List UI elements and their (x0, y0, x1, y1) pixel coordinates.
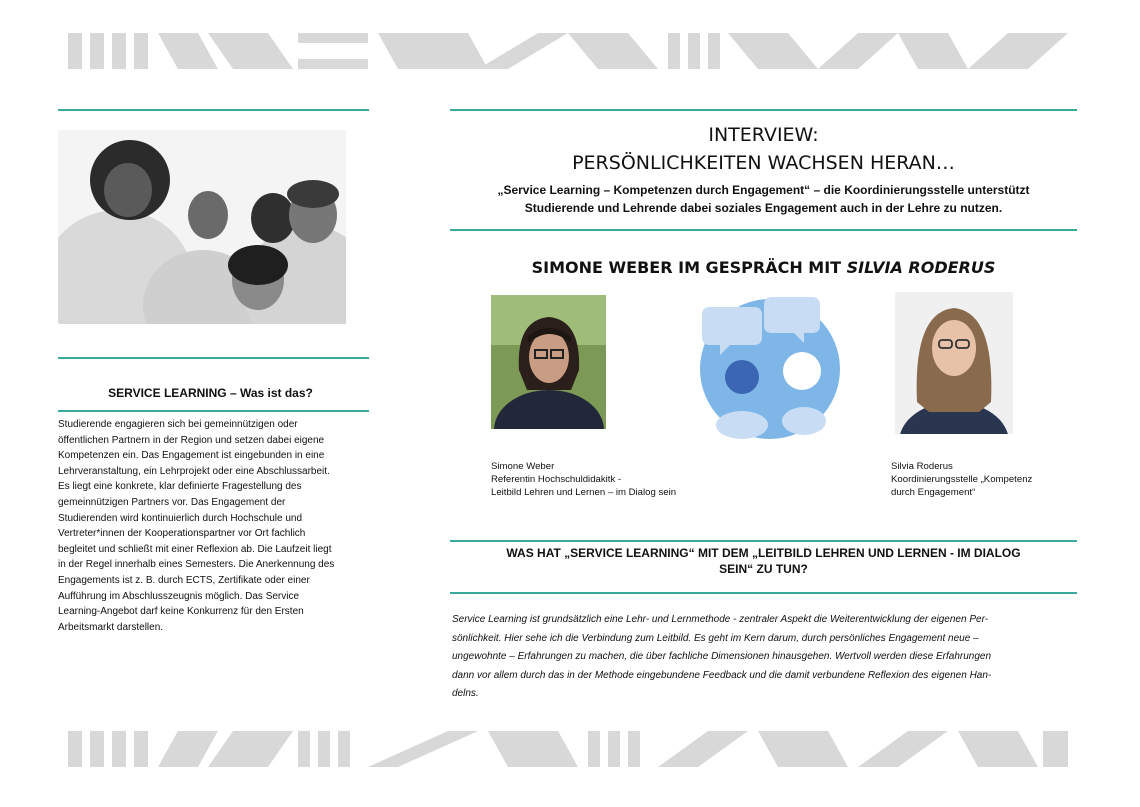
sidebar-body-line: Arbeitsmarkt darstellen. (58, 621, 164, 633)
sidebar-body-line: Engagements ist z. B. durch ECTS, Zertifikate oder einer (58, 574, 310, 586)
sidebar-heading (58, 386, 363, 400)
sidebar-body-line: öffentlichen Partnern in der Region und setzen dabei eigene (58, 434, 325, 446)
caption-simone-role2: Leitbild Lehren und Lernen – im Dialog sein (491, 487, 677, 499)
sidebar-top-rule (58, 109, 369, 111)
caption-silvia-name: Silvia Roderus (891, 461, 953, 472)
conversation-heading (450, 258, 1077, 277)
answer-line: Service Learning ist grundsätzlich eine Lehr- und Lernmethode - zentraler Aspekt die Weiterentwicklung der eigenen Per- (452, 614, 989, 625)
sidebar-body-line: Learning-Angebot darf keine Konkurrenz für den Ersten (58, 606, 304, 618)
sidebar-heading-rest: – Was ist das? (226, 386, 313, 400)
caption-simone-name: Simone Weber (491, 461, 555, 472)
caption-silvia (891, 460, 1071, 500)
page-title-line1: INTERVIEW: (708, 124, 819, 146)
answer-line: sönlichkeit. Hier sehe ich die Verbindung zum Leitbild. Es geht im Kern darum, durch persönliches Engagement neue – (452, 632, 979, 644)
page-subtitle-line1: „Service Learning – Kompetenzen durch Engagement“ – die Koordinierungsstelle unterstützt (497, 183, 1030, 197)
question-line1: WAS HAT „SERVICE LEARNING“ MIT DEM „LEITBILD LEHREN UND LERNEN - IM DIALOG (506, 546, 1021, 560)
page-subtitle-line2: Studierende und Lehrende dabei soziales Engagement auch in der Lehre zu nutzen. (524, 201, 1003, 215)
sidebar-heading-rule (58, 410, 369, 412)
sidebar-body-line: begleitet und schließt mit einer Reflexion ab. Die Laufzeit liegt (58, 543, 332, 555)
conversation-name: SILVIA RODERUS (846, 258, 996, 277)
question-line2: SEIN“ ZU TUN? (719, 562, 808, 576)
page-title-line2: PERSÖNLICHKEITEN WACHSEN HERAN… (572, 152, 955, 174)
answer-line: delns. (452, 688, 479, 699)
interview-answer (452, 611, 1076, 704)
sidebar-heading-bold: SERVICE LEARNING (108, 386, 227, 400)
sidebar-body-line: Studierende engagieren sich bei gemeinnützigen oder (58, 419, 298, 430)
page-title (450, 121, 1077, 177)
sidebar-body-line: Studierenden wird kontinuierlich durch Hochschule und (58, 512, 303, 524)
portrait-silvia-roderus (895, 292, 1013, 434)
sidebar-body (58, 417, 368, 635)
answer-line: ungewohnte – Erfahrungen zu machen, die über fachliche Dimensionen hinausgehen. Wertvoll werden diese Erfahrungen (452, 651, 992, 662)
sidebar-body-line: in der Regel innerhalb eines Semesters. Die Anerkennung des (58, 559, 335, 571)
sidebar-body-line: Kompetenzen ein. Das Engagement ist eingebunden in eine (58, 450, 325, 462)
top-stripe-band (68, 33, 1068, 69)
sidebar-body-line: Es liegt eine konkrete, klar definierte Fragestellung des (58, 481, 302, 493)
question-bottom-rule (450, 592, 1077, 594)
caption-silvia-role1: Koordinierungsstelle „Kompetenz (891, 474, 1033, 486)
main-top-rule (450, 109, 1077, 111)
sidebar-body-line: Aufführung im Abschlusszeugnis möglich. Das Service (58, 590, 300, 602)
page-subtitle (450, 181, 1077, 217)
dialog-circle-illustration (692, 293, 848, 443)
portrait-simone-weber (491, 295, 606, 429)
question-top-rule (450, 540, 1077, 542)
answer-line: dann vor allem durch das in der Methode eingebundene Feedback und die damit verbundene Reflexion des eigenen Han- (452, 669, 992, 681)
sidebar-body-line: Lehrveranstaltung, ein Lehrprojekt oder eine Abschlussarbeit. (58, 465, 330, 477)
caption-simone (491, 460, 711, 500)
caption-simone-role1: Referentin Hochschuldidakitk - (491, 474, 622, 486)
caption-silvia-role2: durch Engagement“ (891, 487, 976, 499)
bottom-stripe-band (68, 731, 1068, 767)
subtitle-bottom-rule (450, 229, 1077, 231)
sidebar-middle-rule (58, 357, 369, 359)
conversation-prefix: SIMONE WEBER IM GESPRÄCH MIT (531, 258, 847, 277)
sidebar-body-line: Vertreter*innen der Kooperationspartner vor Ort fachlich (58, 528, 306, 540)
sidebar-body-line: gemeinnützigen Partners vor. Das Engagement der (58, 496, 286, 508)
interview-question (450, 545, 1077, 577)
group-of-volunteers-photo (58, 130, 346, 324)
